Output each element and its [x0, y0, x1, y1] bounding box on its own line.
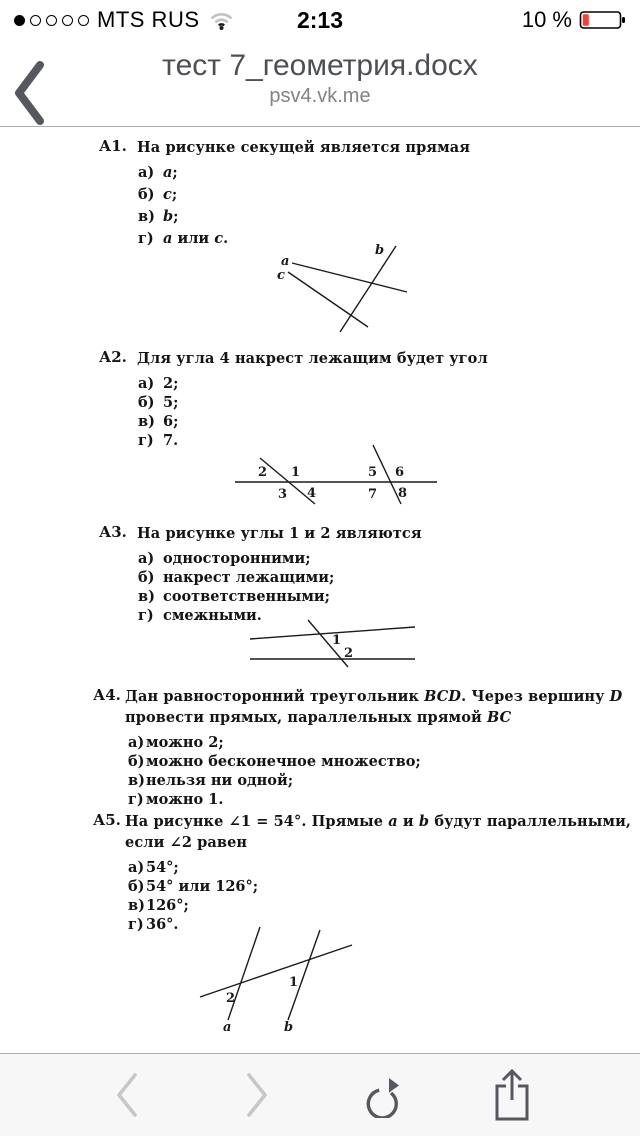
option-row	[128, 734, 640, 753]
page-title: тест 7_геометрия.docx	[162, 49, 478, 82]
option-letter: в)	[138, 588, 155, 605]
question-text-line: На рисунке секущей является прямая	[137, 139, 471, 156]
option-row	[138, 164, 640, 186]
svg-text:1: 1	[332, 633, 342, 648]
diagram-a2	[230, 443, 440, 508]
option-text: можно 2;	[146, 734, 224, 751]
option-text: односторонними;	[163, 550, 311, 567]
document-view	[0, 127, 640, 1053]
forward-icon	[243, 1072, 269, 1118]
svg-text:4: 4	[307, 486, 317, 501]
question-text-line: провести прямых, параллельных прямой BC	[125, 709, 512, 726]
question-a3	[0, 523, 640, 626]
question-text-line: Для угла 4 накрест лежащим будет угол	[137, 350, 488, 367]
option-letter: б)	[138, 569, 155, 586]
question-a4	[0, 686, 640, 810]
svg-text:6: 6	[395, 465, 405, 480]
option-letter: а)	[128, 859, 145, 876]
history-forward-button[interactable]	[192, 1054, 320, 1136]
option-row	[128, 772, 640, 791]
share-button[interactable]	[448, 1054, 576, 1136]
question-label: А1.	[99, 137, 127, 155]
option-letter: г)	[138, 432, 154, 449]
option-row	[138, 208, 640, 230]
svg-text:3: 3	[278, 487, 288, 502]
option-letter: в)	[138, 208, 155, 225]
option-text: 54° или 126°;	[146, 878, 259, 895]
question-a1	[0, 137, 640, 252]
option-text: b;	[163, 208, 179, 225]
option-row	[128, 859, 640, 878]
svg-text:b: b	[284, 1020, 294, 1035]
question-label: А5.	[93, 811, 121, 829]
history-back-button[interactable]	[64, 1054, 192, 1136]
svg-text:c: c	[277, 268, 285, 283]
option-letter: б)	[128, 753, 145, 770]
option-text: 5;	[163, 394, 179, 411]
question-text	[125, 811, 640, 853]
option-text: 126°;	[146, 897, 189, 914]
option-text: нельзя ни одной;	[146, 772, 294, 789]
svg-text:2: 2	[226, 991, 236, 1006]
question-label: А3.	[99, 523, 127, 541]
option-text: соответственными;	[163, 588, 331, 605]
back-chevron-button[interactable]	[12, 60, 48, 126]
share-icon	[489, 1068, 535, 1122]
option-text: можно бесконечное множество;	[146, 753, 421, 770]
option-text: 7.	[163, 432, 179, 449]
option-letter: а)	[138, 550, 155, 567]
question-label: А4.	[93, 686, 121, 704]
option-row	[138, 186, 640, 208]
question-text	[137, 523, 640, 544]
carrier-label: MTS RUS	[97, 7, 200, 32]
option-text: a;	[163, 164, 178, 181]
question-a5	[0, 811, 640, 935]
option-text: 2;	[163, 375, 179, 392]
option-letter: а)	[138, 375, 155, 392]
option-letter: в)	[128, 897, 145, 914]
safari-toolbar	[0, 1053, 640, 1136]
option-text: 54°;	[146, 859, 179, 876]
svg-text:a: a	[223, 1020, 232, 1035]
option-letter: в)	[138, 413, 155, 430]
svg-text:a: a	[281, 254, 290, 269]
option-text: смежными.	[163, 607, 262, 624]
option-row	[138, 413, 640, 432]
svg-text:5: 5	[368, 465, 378, 480]
clock-label: 2:13	[296, 6, 344, 33]
option-row	[138, 588, 640, 607]
question-a2	[0, 348, 640, 451]
option-text: 6;	[163, 413, 179, 430]
question-options	[128, 859, 640, 935]
option-letter: г)	[128, 791, 144, 808]
option-letter: г)	[138, 230, 154, 247]
option-row	[128, 897, 640, 916]
question-text-line: Дан равносторонний треугольник BCD. Через вершину D	[125, 688, 623, 705]
option-row	[138, 569, 640, 588]
option-text: c;	[163, 186, 178, 203]
option-row	[128, 791, 640, 810]
question-options	[138, 550, 640, 626]
question-text	[137, 137, 640, 158]
option-text: можно 1.	[146, 791, 224, 808]
svg-text:1: 1	[289, 975, 299, 990]
option-row	[138, 394, 640, 413]
question-label: А2.	[99, 348, 127, 366]
svg-text:b: b	[375, 243, 385, 258]
option-letter: г)	[128, 916, 144, 933]
option-row	[138, 375, 640, 394]
question-text-line: На рисунке углы 1 и 2 являются	[137, 525, 422, 542]
diagram-a3	[240, 618, 420, 670]
question-text-line: На рисунке ∠1 = 54°. Прямые a и b будут параллельными,	[125, 813, 632, 830]
option-letter: а)	[138, 164, 155, 181]
diagram-a5	[195, 925, 360, 1035]
option-letter: б)	[138, 394, 155, 411]
option-letter: г)	[138, 607, 154, 624]
option-letter: б)	[128, 878, 145, 895]
option-row	[138, 550, 640, 569]
svg-text:8: 8	[398, 486, 408, 501]
option-letter: а)	[128, 734, 145, 751]
status-bar	[0, 0, 640, 40]
svg-text:1: 1	[291, 465, 301, 480]
option-row	[128, 878, 640, 897]
battery-percent-label: 10 %	[521, 7, 572, 32]
option-row	[128, 753, 640, 772]
svg-text:2: 2	[344, 646, 354, 661]
option-text: 36°.	[146, 916, 179, 933]
svg-text:7: 7	[368, 487, 378, 502]
svg-text:2: 2	[258, 465, 268, 480]
diagram-a1	[270, 237, 410, 337]
option-letter: в)	[128, 772, 145, 789]
reload-icon	[363, 1072, 405, 1118]
reload-button[interactable]	[320, 1054, 448, 1136]
question-options	[128, 734, 640, 810]
question-options	[138, 375, 640, 451]
question-text	[125, 686, 640, 728]
option-letter: б)	[138, 186, 155, 203]
question-text-line: если ∠2 равен	[125, 834, 248, 851]
page-url: psv4.vk.me	[269, 85, 371, 107]
question-text	[137, 348, 640, 369]
option-text: a или c.	[163, 230, 229, 247]
back-icon	[115, 1072, 141, 1118]
option-text: накрест лежащими;	[163, 569, 335, 586]
browser-header	[0, 40, 640, 126]
